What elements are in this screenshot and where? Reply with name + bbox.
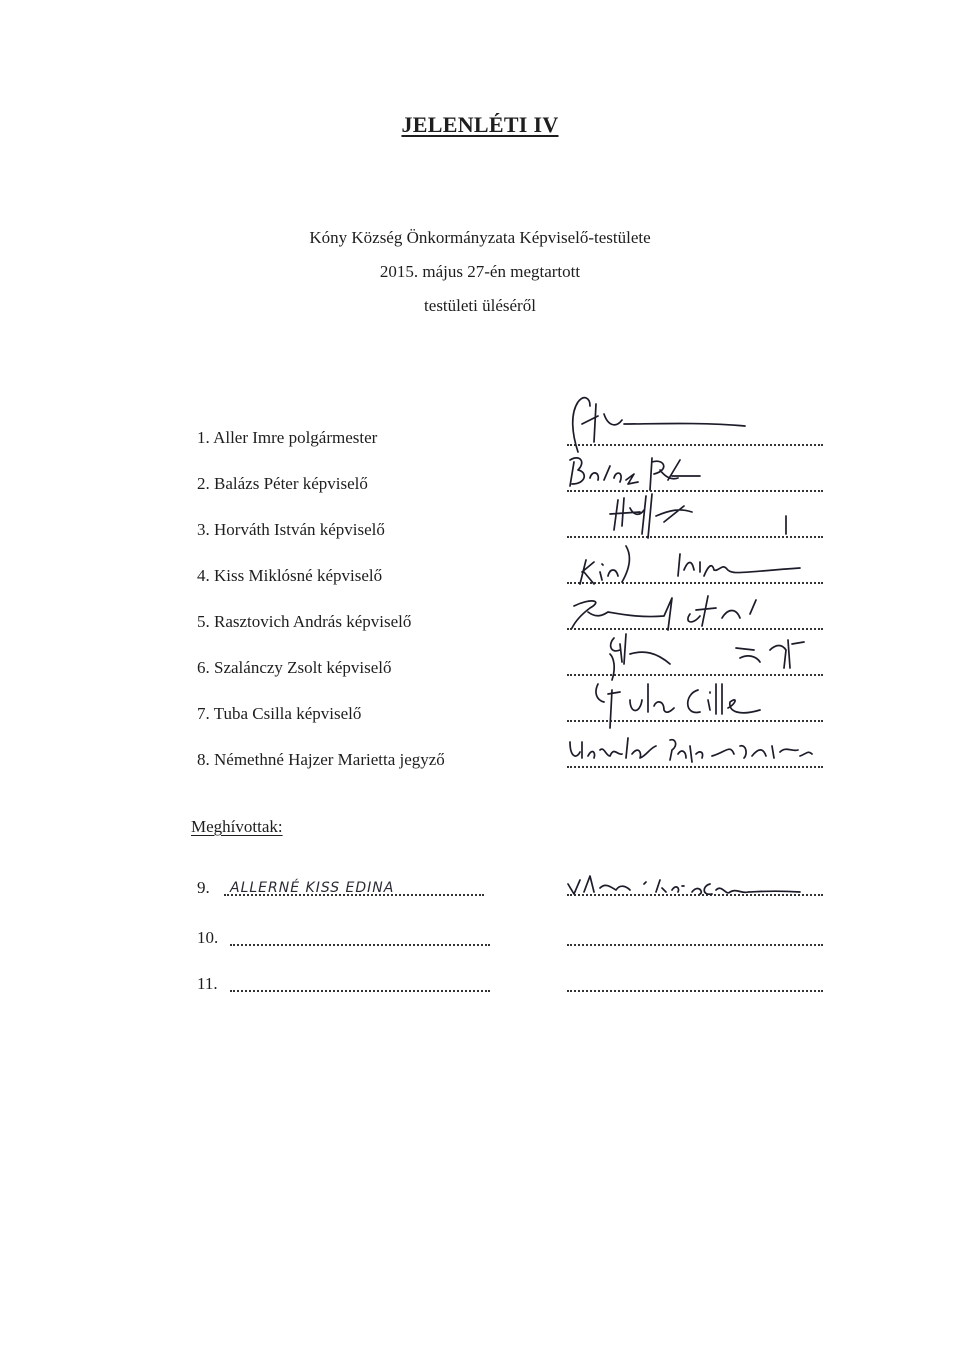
invited-row (0, 922, 960, 952)
name-line (230, 944, 490, 946)
heading-line-2: 2015. május 27-én megtartott (379, 262, 581, 281)
heading-line-3: testületi üléséről (424, 296, 536, 315)
attendee-name: Balázs Péter képviselő (214, 474, 368, 493)
attendee-number: 5. (197, 612, 210, 631)
attendee-number: 4. (197, 566, 210, 585)
attendee-number: 8. (197, 750, 210, 769)
attendee-number: 2. (197, 474, 210, 493)
attendee-label (197, 704, 361, 724)
attendee-name: Szalánczy Zsolt képviselő (214, 658, 392, 677)
attendee-label (197, 750, 445, 770)
attendee-name: Tuba Csilla képviselő (213, 704, 362, 723)
attendee-label (197, 520, 385, 540)
invited-handwritten-name: ALLERNÉ KISS EDINA (230, 880, 395, 896)
document-title (0, 112, 960, 138)
attendee-label (197, 566, 382, 586)
document-title-text: JELENLÉTI IV (401, 112, 559, 137)
signature-line (567, 990, 823, 992)
attendee-number: 6. (197, 658, 210, 677)
heading-line-1: Kóny Község Önkormányzata Képviselő-testülete (309, 228, 651, 247)
invited-number: 11. (197, 974, 218, 993)
attendee-number: 3. (197, 520, 210, 539)
attendee-number: 7. (197, 704, 210, 723)
attendee-row (0, 740, 960, 776)
attendee-label (197, 474, 368, 494)
signature-line (567, 944, 823, 946)
attendee-name: Rasztovich András képviselő (214, 612, 412, 631)
attendee-label (197, 612, 411, 632)
invited-number: 10. (197, 928, 219, 947)
signature-nemethne (560, 716, 840, 776)
invited-heading: Meghívottak: (191, 817, 283, 836)
invited-row (0, 968, 960, 998)
attendee-number: 1. (197, 428, 210, 447)
invited-row (0, 872, 960, 902)
attendee-label (197, 428, 377, 448)
signature-allerne (560, 862, 840, 902)
name-line (230, 990, 490, 992)
attendee-label (197, 658, 392, 678)
attendee-name: Aller Imre polgármester (213, 428, 378, 447)
attendee-name: Horváth István képviselő (214, 520, 385, 539)
attendee-name: Némethné Hajzer Marietta jegyző (214, 750, 445, 769)
invited-number: 9. (197, 878, 210, 897)
attendee-name: Kiss Miklósné képviselő (214, 566, 383, 585)
